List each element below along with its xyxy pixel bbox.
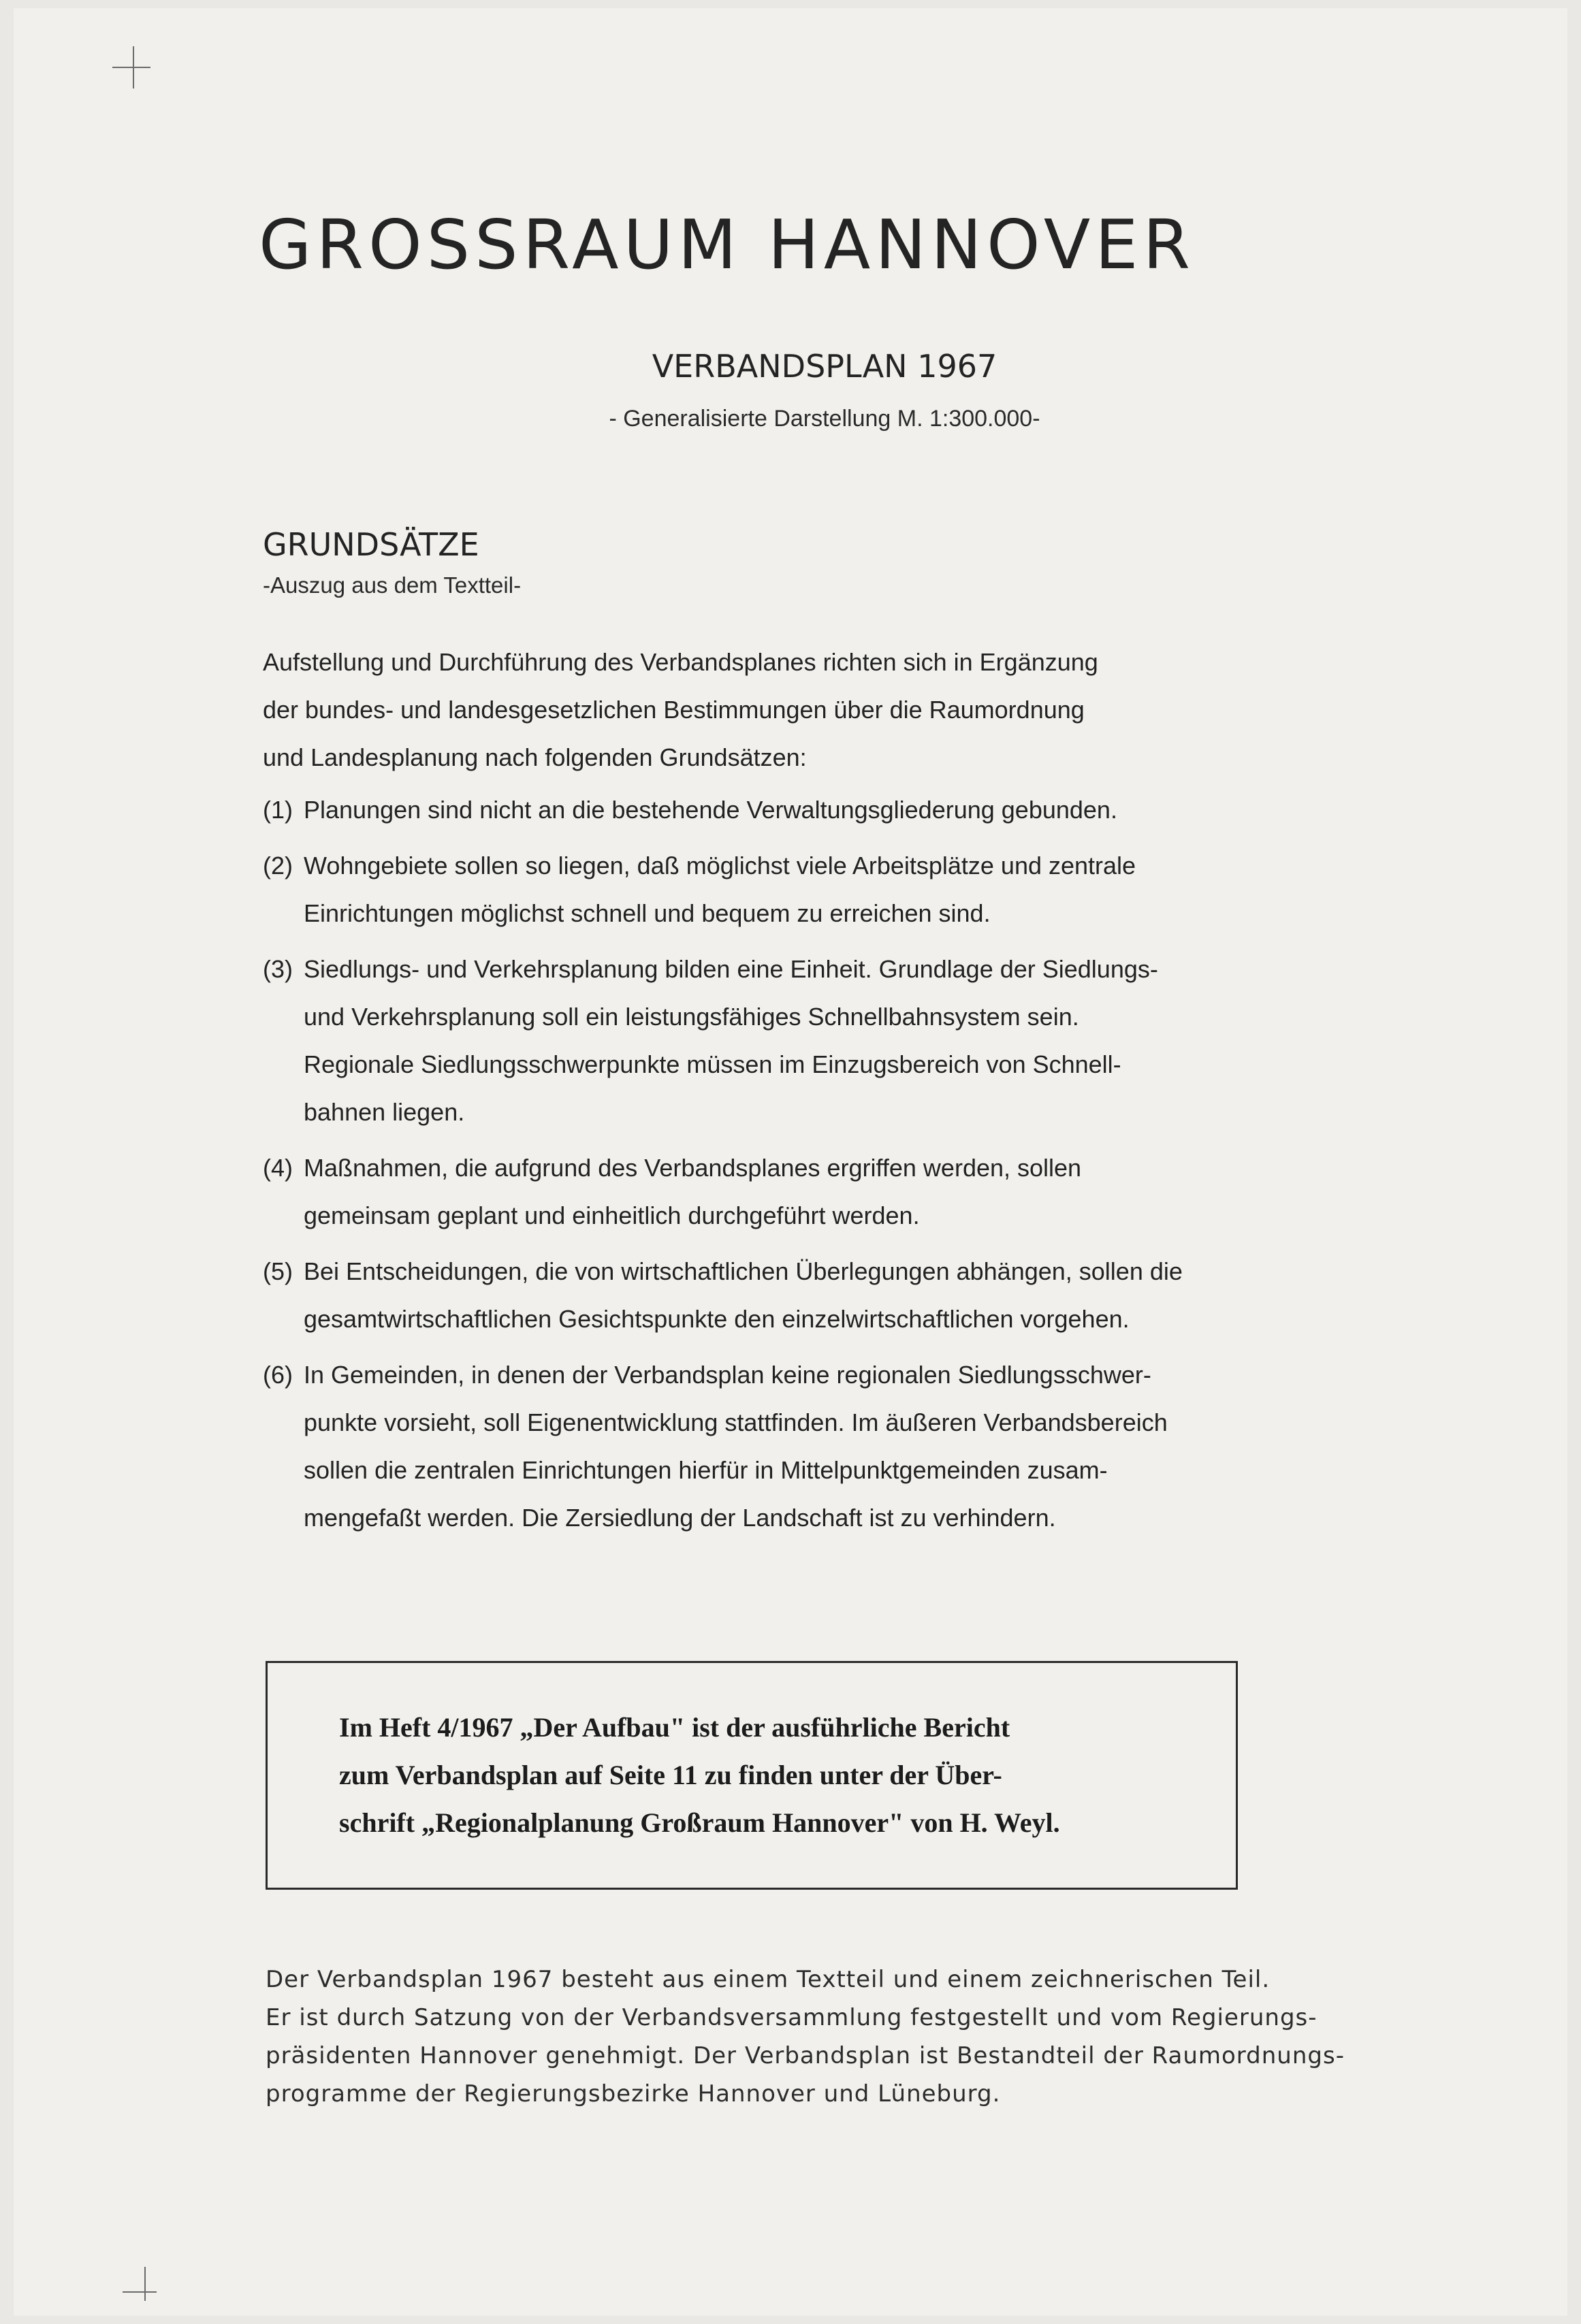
item-line: Maßnahmen, die aufgrund des Verbandsplanes ergriffen werden, sollen [304, 1154, 1082, 1182]
section-heading: GRUNDSÄTZE [263, 526, 479, 563]
item-line: Siedlungs- und Verkehrsplanung bilden eine Einheit. Grundlage der Siedlungs- [304, 955, 1158, 983]
notice-line: Im Heft 4/1967 „Der Aufbau" ist der ausführliche Bericht [339, 1712, 1010, 1743]
item-line: Bei Entscheidungen, die von wirtschaftlichen Überlegungen abhängen, sollen die [304, 1257, 1183, 1285]
list-item [263, 842, 1298, 937]
principles-list [263, 786, 1298, 1550]
scale-note: - Generalisierte Darstellung M. 1:300.000- [609, 406, 1040, 432]
item-line: In Gemeinden, in denen der Verbandsplan keine regionalen Siedlungsschwer- [304, 1361, 1151, 1389]
item-line: Einrichtungen möglichst schnell und bequem zu erreichen sind. [304, 899, 991, 927]
list-item [263, 946, 1298, 1136]
list-item [263, 1351, 1298, 1542]
item-line: Planungen sind nicht an die bestehende Verwaltungsgliederung gebunden. [304, 796, 1117, 824]
item-line: Regionale Siedlungsschwerpunkte müssen im Einzugsbereich von Schnell- [304, 1050, 1121, 1078]
list-item [263, 1248, 1298, 1343]
footer-line: Der Verbandsplan 1967 besteht aus einem Textteil und einem zeichnerischen Teil. [266, 1966, 1271, 1993]
reference-notice-box [266, 1661, 1238, 1890]
item-line: punkte vorsieht, soll Eigenentwicklung stattfinden. Im äußeren Verbandsbereich [304, 1408, 1168, 1436]
notice-line: schrift „Regionalplanung Großraum Hannover" von H. Weyl. [339, 1807, 1060, 1838]
item-number: (3) [263, 955, 293, 983]
footer-line: präsidenten Hannover genehmigt. Der Verbandsplan ist Bestandteil der Raumordnungs- [266, 2042, 1345, 2069]
item-line: Wohngebiete sollen so liegen, daß möglichst viele Arbeitsplätze und zentrale [304, 852, 1136, 879]
footer-paragraph [266, 1960, 1355, 2113]
item-number: (2) [263, 852, 293, 879]
item-line: mengefaßt werden. Die Zersiedlung der Landschaft ist zu verhindern. [304, 1504, 1056, 1532]
intro-line: und Landesplanung nach folgenden Grundsätzen: [263, 743, 807, 771]
intro-line: der bundes- und landesgesetzlichen Bestimmungen über die Raumordnung [263, 696, 1085, 724]
item-number: (1) [263, 796, 293, 824]
item-line: und Verkehrsplanung soll ein leistungsfähiges Schnellbahnsystem sein. [304, 1003, 1079, 1031]
item-line: bahnen liegen. [304, 1098, 465, 1126]
intro-paragraph [263, 639, 1284, 781]
list-item [263, 1144, 1298, 1240]
item-line: sollen die zentralen Einrichtungen hierfür in Mittelpunktgemeinden zusam- [304, 1456, 1108, 1484]
footer-line: programme der Regierungsbezirke Hannover und Lüneburg. [266, 2080, 1001, 2108]
notice-line: zum Verbandsplan auf Seite 11 zu finden unter der Über- [339, 1760, 1002, 1790]
notice-text [339, 1704, 1224, 1847]
item-line: gesamtwirtschaftlichen Gesichtspunkte den einzelwirtschaftlichen vorgehen. [304, 1305, 1130, 1333]
page-title: GROSSRAUM HANNOVER [259, 205, 1195, 285]
section-subheading: -Auszug aus dem Textteil- [263, 572, 522, 598]
item-number: (6) [263, 1361, 293, 1389]
intro-line: Aufstellung und Durchführung des Verbandsplanes richten sich in Ergänzung [263, 648, 1098, 676]
item-line: gemeinsam geplant und einheitlich durchgeführt werden. [304, 1201, 920, 1229]
list-item [263, 786, 1298, 834]
plan-subtitle: VERBANDSPLAN 1967 [652, 348, 997, 385]
item-number: (4) [263, 1154, 293, 1182]
item-number: (5) [263, 1257, 293, 1285]
footer-line: Er ist durch Satzung von der Verbandsversammlung festgestellt und vom Regierungs- [266, 2004, 1318, 2031]
